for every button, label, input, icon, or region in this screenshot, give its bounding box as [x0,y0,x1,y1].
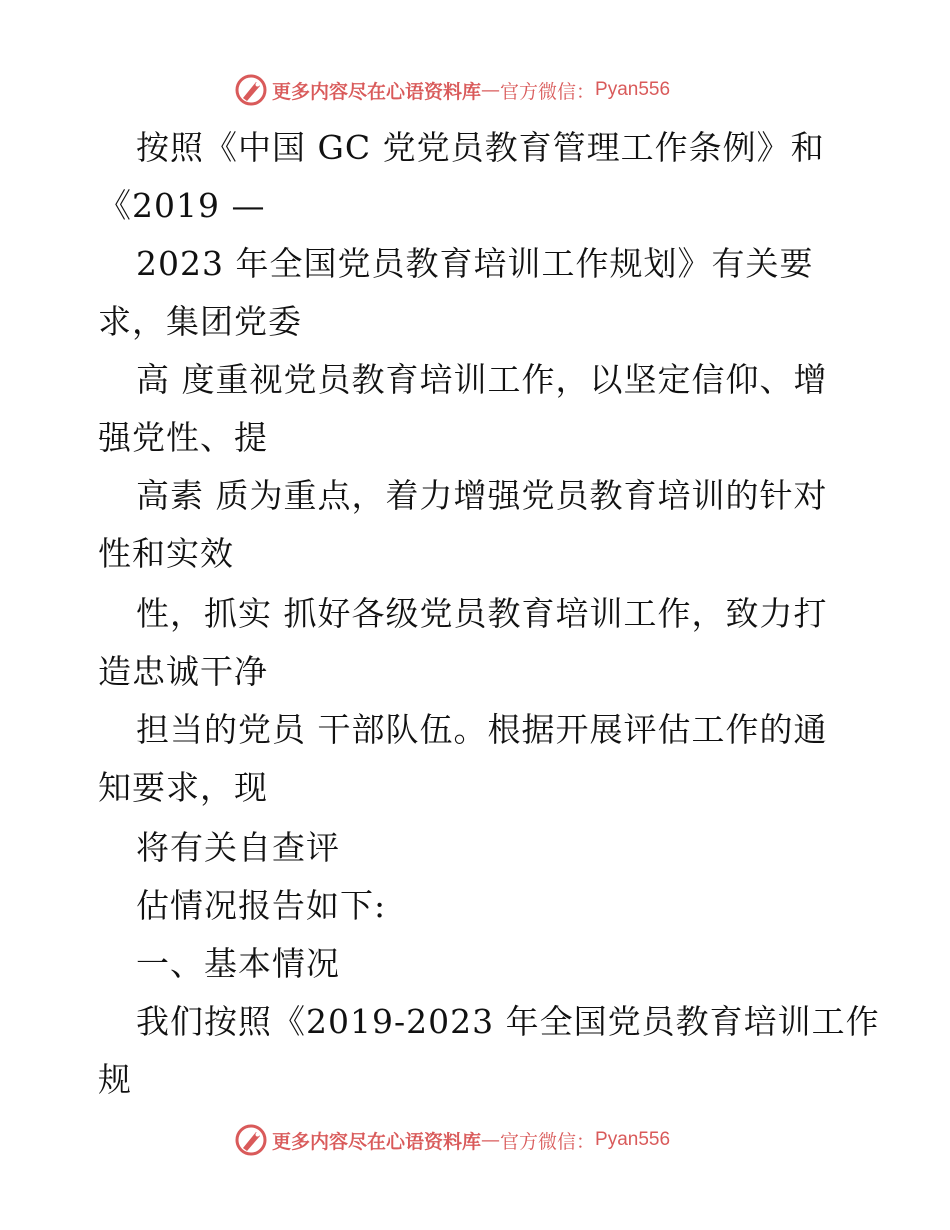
body-line: 高素 质为重点，着力增强党员教育培训的针对 [136,476,828,515]
body-line: 《2019 — [98,186,266,225]
body-line: 将有关自查评 [136,828,340,867]
header-watermark [234,70,670,110]
section-heading: 一、基本情况 [136,944,340,983]
watermark-wechat-id: Pyan556 [595,79,671,100]
watermark-wechat-id: Pyan556 [595,1129,671,1150]
footer-watermark [234,1120,670,1160]
body-line: 强党性、提 [98,418,268,457]
body-line: 按照《中国 GC 党党员教育管理工作条例》和 [136,128,825,167]
body-line: 规 [98,1060,132,1099]
body-line: 性，抓实 抓好各级党员教育培训工作，致力打 [136,594,828,633]
pen-logo-icon [234,1123,268,1157]
watermark-dash: — [481,1129,501,1151]
body-line: 2023 年全国党员教育培训工作规划》有关要 [136,244,814,283]
body-line: 高 度重视党员教育培训工作，以坚定信仰、增 [136,360,828,399]
watermark-main-text: 更多内容尽在心语资料库 [272,1130,482,1153]
watermark-dash: — [481,79,501,101]
watermark-official-label: 官方微信： [500,1130,596,1153]
body-line: 担当的党员 干部队伍。根据开展评估工作的通 [136,710,828,749]
body-line: 性和实效 [98,534,234,573]
body-line: 我们按照《2019-2023 年全国党员教育培训工作 [136,1002,880,1041]
body-line: 知要求，现 [98,768,268,807]
watermark-main-text: 更多内容尽在心语资料库 [272,80,482,103]
watermark-official-label: 官方微信： [500,80,596,103]
body-line: 造忠诚干净 [98,652,268,691]
body-line: 求，集团党委 [98,302,302,341]
pen-logo-icon [234,73,268,107]
body-line: 估情况报告如下: [136,886,387,925]
